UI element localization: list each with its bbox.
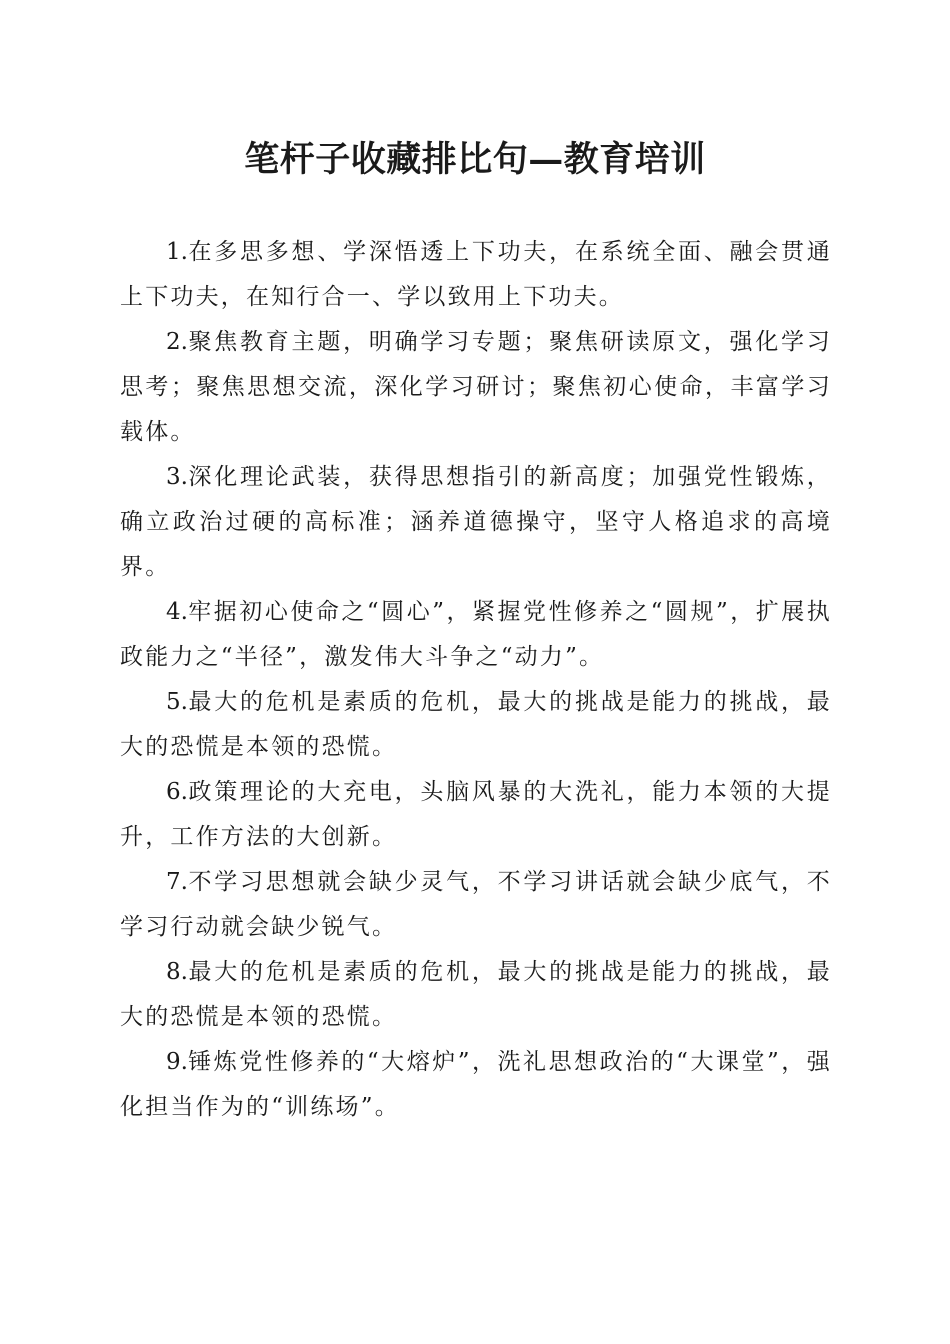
paragraph-2 xyxy=(120,320,832,455)
paragraph-4 xyxy=(120,590,832,680)
paragraph-3 xyxy=(120,455,832,590)
paragraph-text: 牢据初心使命之“圆心”，紧握党性修养之“圆规”，扩展执政能力之“半径”，激发伟大斗争之“动力”。 xyxy=(120,599,832,670)
paragraph-text: 在多思多想、学深悟透上下功夫，在系统全面、融会贯通上下功夫，在知行合一、学以致用上下功夫。 xyxy=(120,239,832,310)
paragraph-text: 深化理论武装，获得思想指引的新高度；加强党性锻炼，确立政治过硬的高标准；涵养道德操守，坚守人格追求的高境界。 xyxy=(120,464,832,580)
document-title: 笔杆子收藏排比句—教育培训 xyxy=(244,139,706,180)
paragraph-1 xyxy=(120,230,832,320)
paragraph-5 xyxy=(120,680,832,770)
paragraph-number: 4. xyxy=(166,599,188,625)
paragraph-number: 7. xyxy=(166,869,188,895)
paragraph-8 xyxy=(120,950,832,1040)
paragraph-number: 1. xyxy=(166,239,188,265)
paragraph-number: 3. xyxy=(166,464,188,490)
paragraph-number: 6. xyxy=(166,779,188,805)
paragraph-number: 8. xyxy=(166,959,188,985)
document-body xyxy=(120,230,832,1130)
paragraph-6 xyxy=(120,770,832,860)
paragraph-number: 9. xyxy=(166,1049,188,1075)
paragraph-text: 最大的危机是素质的危机，最大的挑战是能力的挑战，最大的恐慌是本领的恐慌。 xyxy=(120,689,832,760)
paragraph-number: 2. xyxy=(166,329,188,355)
paragraph-9 xyxy=(120,1040,832,1130)
paragraph-text: 不学习思想就会缺少灵气，不学习讲话就会缺少底气，不学习行动就会缺少锐气。 xyxy=(120,869,832,940)
paragraph-number: 5. xyxy=(166,689,188,715)
paragraph-text: 政策理论的大充电，头脑风暴的大洗礼，能力本领的大提升，工作方法的大创新。 xyxy=(120,779,832,850)
paragraph-7 xyxy=(120,860,832,950)
paragraph-text: 锤炼党性修养的“大熔炉”，洗礼思想政治的“大课堂”，强化担当作为的“训练场”。 xyxy=(120,1049,832,1120)
paragraph-text: 最大的危机是素质的危机，最大的挑战是能力的挑战，最大的恐慌是本领的恐慌。 xyxy=(120,959,832,1030)
paragraph-text: 聚焦教育主题，明确学习专题；聚焦研读原文，强化学习思考；聚焦思想交流，深化学习研讨；聚焦初心使命，丰富学习载体。 xyxy=(120,329,832,445)
